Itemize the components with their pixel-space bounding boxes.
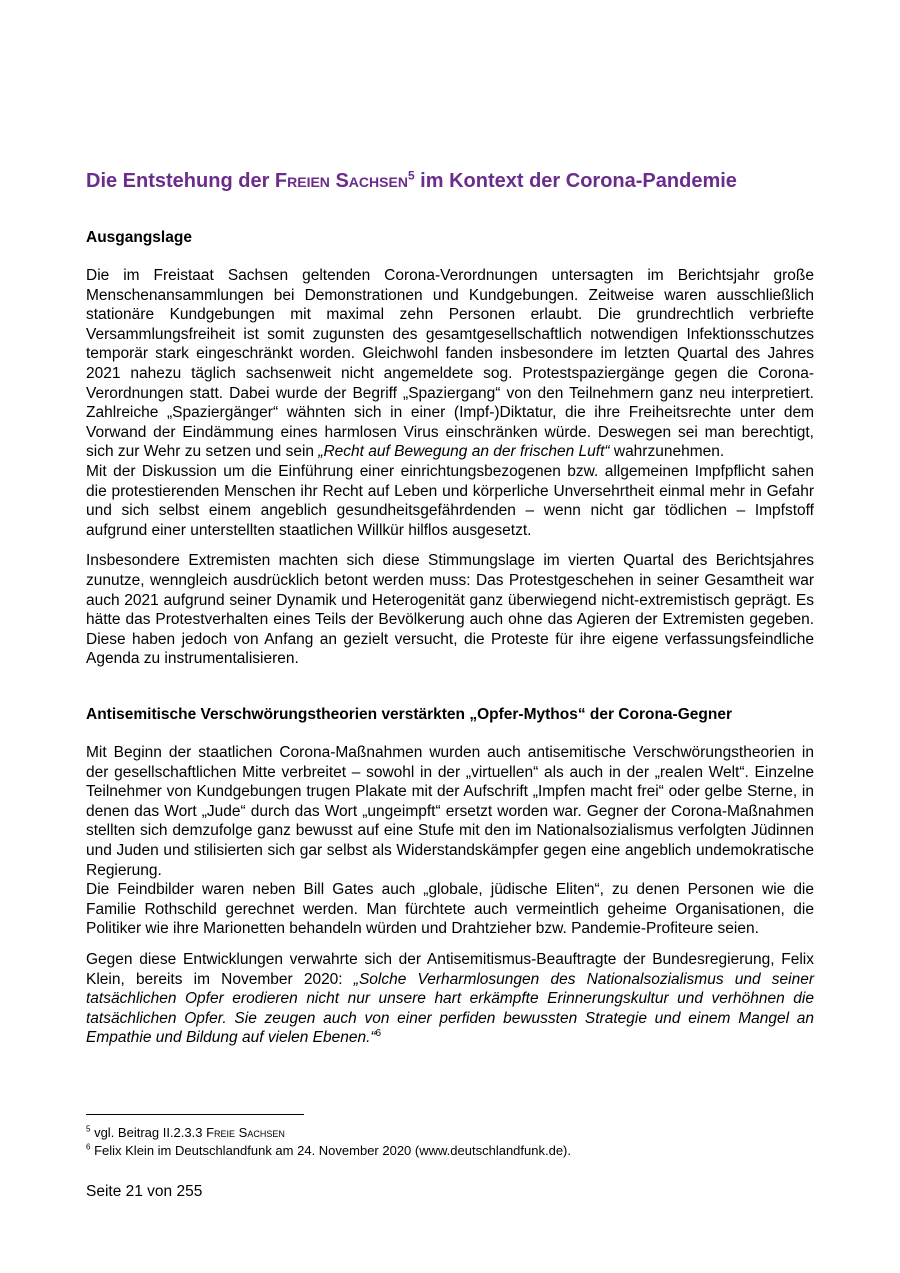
title-org-name: Freien Sachsen bbox=[274, 170, 408, 192]
section-antisemitism-body bbox=[86, 743, 814, 1048]
footnote-ref-6[interactable]: 6 bbox=[375, 1028, 382, 1040]
footnote-ref-5[interactable]: 5 bbox=[407, 168, 415, 183]
footnote-text: Felix Klein im Deutschlandfunk am 24. November 2020 (www.deutschlandfunk.de). bbox=[94, 1143, 571, 1158]
paragraph: Mit der Diskussion um die Einführung einer einrichtungsbezogenen bzw. allgemeinen Impfpflicht sahen die protestierenden Menschen ihr Recht auf Leben und körperliche Unversehrtheit einmal mehr in Gefahr und sich selbst einem angeblich gesundheitsgefährdenden – wenn nicht gar tödlichen – Impfstoff aufgrund einer unterstellten staatlichen Willkür hilflos ausgesetzt. bbox=[86, 462, 814, 539]
footnote-number: 6 bbox=[86, 1142, 91, 1152]
footnote-6 bbox=[86, 1143, 571, 1158]
section-heading-ausgangslage: Ausgangslage bbox=[86, 229, 192, 246]
section-heading-antisemitism: Antisemitische Verschwörungstheorien verstärkten „Opfer-Mythos“ der Corona-Gegner bbox=[86, 706, 732, 723]
paragraph-text: wahrzunehmen. bbox=[609, 443, 725, 461]
paragraph-text: Die im Freistaat Sachsen geltenden Corona-Verordnungen untersagten im Berichtsjahr große Menschenansammlungen bei Demonstrationen und Kundgebungen. Zeitweise waren ausschließlich stationäre Kundgebungen mit maximal zehn Personen erlaubt. Die grundrechtlich verbriefte Versammlungsfreiheit ist somit zugunsten des gesamtgesellschaftlich notwendigen Infektionsschutzes temporär stark eingeschränkt worden. Gleichwohl fanden insbesondere im letzten Quartal des Jahres 2021 nahezu täglich sachsenweit nicht angemeldete sog. Protestspaziergänge gegen die Corona-Verordnungen statt. Dabei wurde der Begriff „Spaziergang“ von den Teilnehmern ganz neu interpretiert. Zahlreiche „Spaziergänger“ wähnten sich in einer (Impf-)Diktatur, die ihre Freiheitsrechte unter dem Vorwand der Eindämmung eines harmlosen Virus einschränken würde. Deswegen sei man berechtigt, sich zur Wehr zu setzen und sein bbox=[86, 267, 814, 461]
paragraph-text: Gegen diese Entwicklungen verwahrte sich der Antisemitismus-Beauftragte der Bundesregierung, Felix Klein, bereits im November 2020: bbox=[86, 950, 814, 988]
footnote-org-name: Freie Sachsen bbox=[206, 1125, 285, 1140]
quote-text: „Recht auf Bewegung an der frischen Luft“ bbox=[318, 443, 610, 461]
page-number: Seite 21 von 255 bbox=[86, 1183, 203, 1200]
paragraph: Insbesondere Extremisten machten sich diese Stimmungslage im vierten Quartal des Berichtsjahres zunutze, wenngleich ausdrücklich betont werden muss: Das Protestgeschehen in seiner Gesamtheit war auch 2021 aufgrund seiner Dynamik und Heterogenität ganz überwiegend nicht-extremistisch geprägt. Es hätte das Protestverhalten eines Teils der Bevölkerung auch ohne das Agieren der Extremisten gegeben. Diese haben jedoch von Anfang an gezielt versucht, die Proteste für ihre eigene verfassungsfeindliche Agenda zu instrumentalisieren. bbox=[86, 552, 814, 668]
paragraph bbox=[86, 950, 814, 1048]
page-title bbox=[86, 170, 826, 193]
section-ausgangslage-body bbox=[86, 266, 814, 669]
paragraph: Die Feindbilder waren neben Bill Gates auch „globale, jüdische Eliten“, zu denen Personen wie die Familie Rothschild gerechnet werden. Man fürchtete auch vermeintlich geheime Organisationen, die Politiker wie ihre Marionetten behandeln würden und Drahtzieher bzw. Pandemie-Profiteure seien. bbox=[86, 881, 814, 938]
paragraph: Mit Beginn der staatlichen Corona-Maßnahmen wurden auch antisemitische Verschwörungstheorien in der gesellschaftlichen Mitte verbreitet – sowohl in der „virtuellen“ als auch in der „realen Welt“. Einzelne Teilnehmer von Kundgebungen trugen Plakate mit der Aufschrift „Impfen macht frei“ oder gelbe Sterne, in denen das Wort „Jude“ durch das Wort „ungeimpft“ ersetzt worden war. Gegner der Corona-Maßnahmen stellten sich demzufolge ganz bewusst auf eine Stufe mit den im Nationalsozialismus verfolgten Jüdinnen und Juden und stilisierten sich gar selbst als Widerstandskämpfer gegen eine angeblich undemokratische Regierung. bbox=[86, 744, 814, 879]
footnote-divider bbox=[86, 1114, 304, 1115]
title-text-pre: Die Entstehung der bbox=[86, 170, 275, 192]
footnote-5 bbox=[86, 1125, 285, 1140]
footnote-text: vgl. Beitrag II.2.3.3 bbox=[94, 1125, 207, 1140]
paragraph bbox=[86, 266, 814, 462]
quote-text: „Solche Verharmlosungen des Nationalsozialismus und seiner tatsächlichen Opfer erodieren nicht nur unsere hart erkämpfte Erinnerungskultur und verhöhnen die tatsächlichen Opfer. Sie zeugen auch von einer perfiden bewussten Strategie und einem Mangel an Empathie und Bildung auf vielen Ebenen.“ bbox=[86, 970, 814, 1047]
title-text-post: im Kontext der Corona-Pandemie bbox=[414, 170, 737, 192]
footnote-number: 5 bbox=[86, 1124, 91, 1134]
